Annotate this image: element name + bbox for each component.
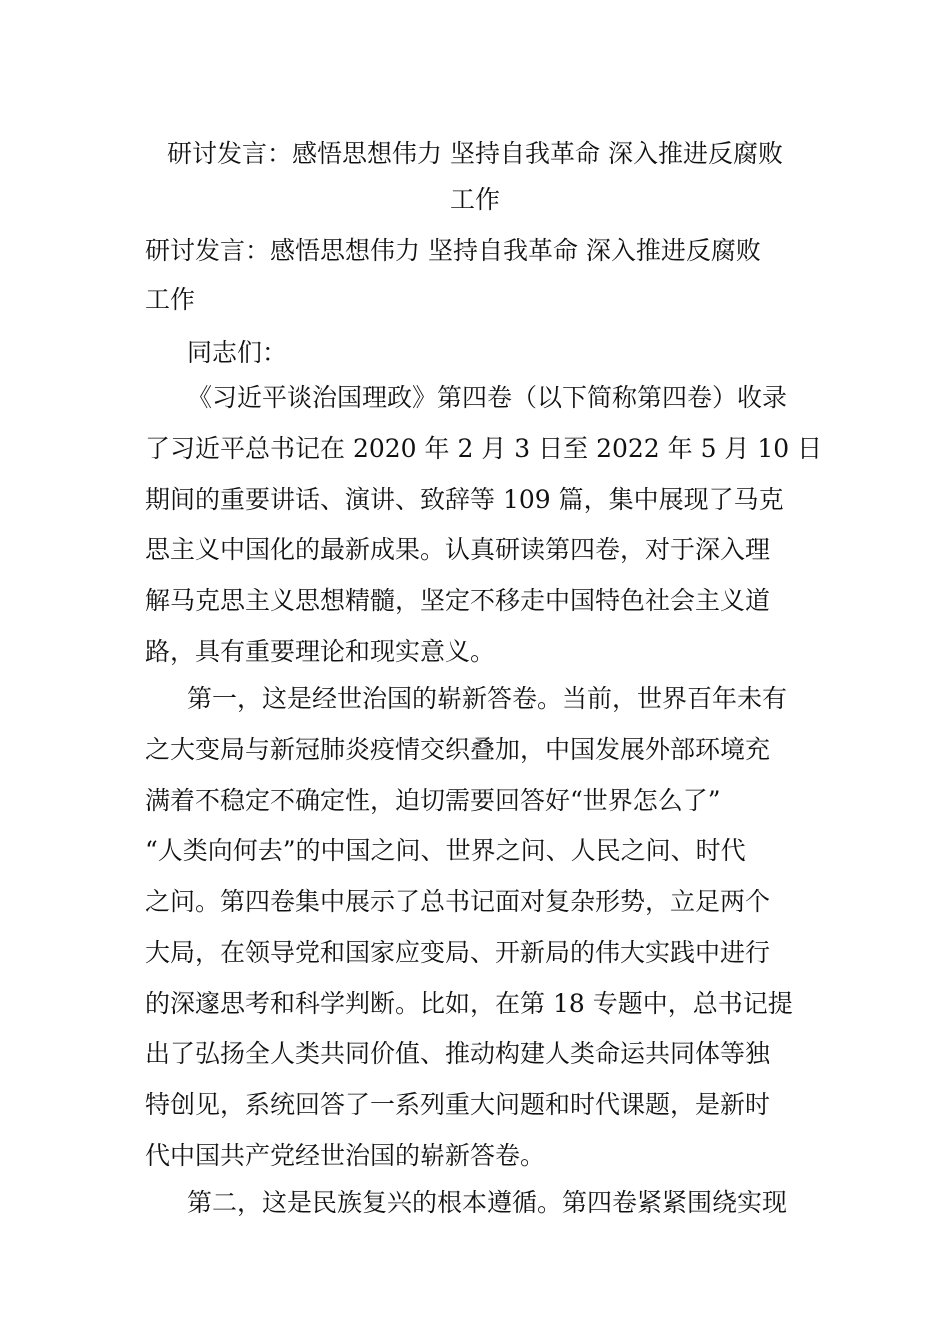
- heading-line-2: 工作: [145, 285, 196, 314]
- paragraph-line: 之大变局与新冠肺炎疫情交织叠加，中国发展外部环境充: [145, 735, 771, 764]
- paragraph-line: 之问。第四卷集中展示了总书记面对复杂形势，立足两个: [145, 887, 771, 916]
- paragraph-line: 大局，在领导党和国家应变局、开新局的伟大实践中进行: [145, 938, 771, 967]
- paragraph-line: 了习近平总书记在 2020 年 2 月 3 日至 2022 年 5 月 10 日: [145, 434, 823, 463]
- paragraph-line: 期间的重要讲话、演讲、致辞等 109 篇，集中展现了马克: [145, 485, 784, 514]
- paragraph-line: 解马克思主义思想精髓，坚定不移走中国特色社会主义道: [145, 586, 771, 615]
- salutation: 同志们：: [187, 338, 288, 367]
- paragraph-line: 《习近平谈治国理政》第四卷（以下简称第四卷）收录: [187, 383, 788, 412]
- paragraph-line: 第二，这是民族复兴的根本遵循。第四卷紧紧围绕实现: [187, 1188, 788, 1217]
- document-title-line-2: 工作: [449, 185, 500, 214]
- paragraph-line: 代中国共产党经世治国的崭新答卷。: [145, 1141, 546, 1170]
- paragraph-line: “人类向何去”的中国之问、世界之问、人民之问、时代: [145, 836, 746, 865]
- paragraph-line: 路，具有重要理论和现实意义。: [145, 637, 496, 666]
- document-title-line-1: 研讨发言：感悟思想伟力 坚持自我革命 深入推进反腐败: [167, 139, 783, 168]
- paragraph-line: 思主义中国化的最新成果。认真研读第四卷，对于深入理: [145, 535, 771, 564]
- paragraph-line: 第一，这是经世治国的崭新答卷。当前，世界百年未有: [187, 684, 788, 713]
- paragraph-line: 的深邃思考和科学判断。比如，在第 18 专题中，总书记提: [145, 989, 793, 1018]
- paragraph-line: 出了弘扬全人类共同价值、推动构建人类命运共同体等独: [145, 1039, 771, 1068]
- paragraph-line: 特创见，系统回答了一系列重大问题和时代课题，是新时: [145, 1090, 771, 1119]
- heading-line-1: 研讨发言：感悟思想伟力 坚持自我革命 深入推进反腐败: [145, 236, 761, 265]
- paragraph-line: 满着不稳定不确定性，迫切需要回答好“世界怎么了”: [145, 786, 721, 815]
